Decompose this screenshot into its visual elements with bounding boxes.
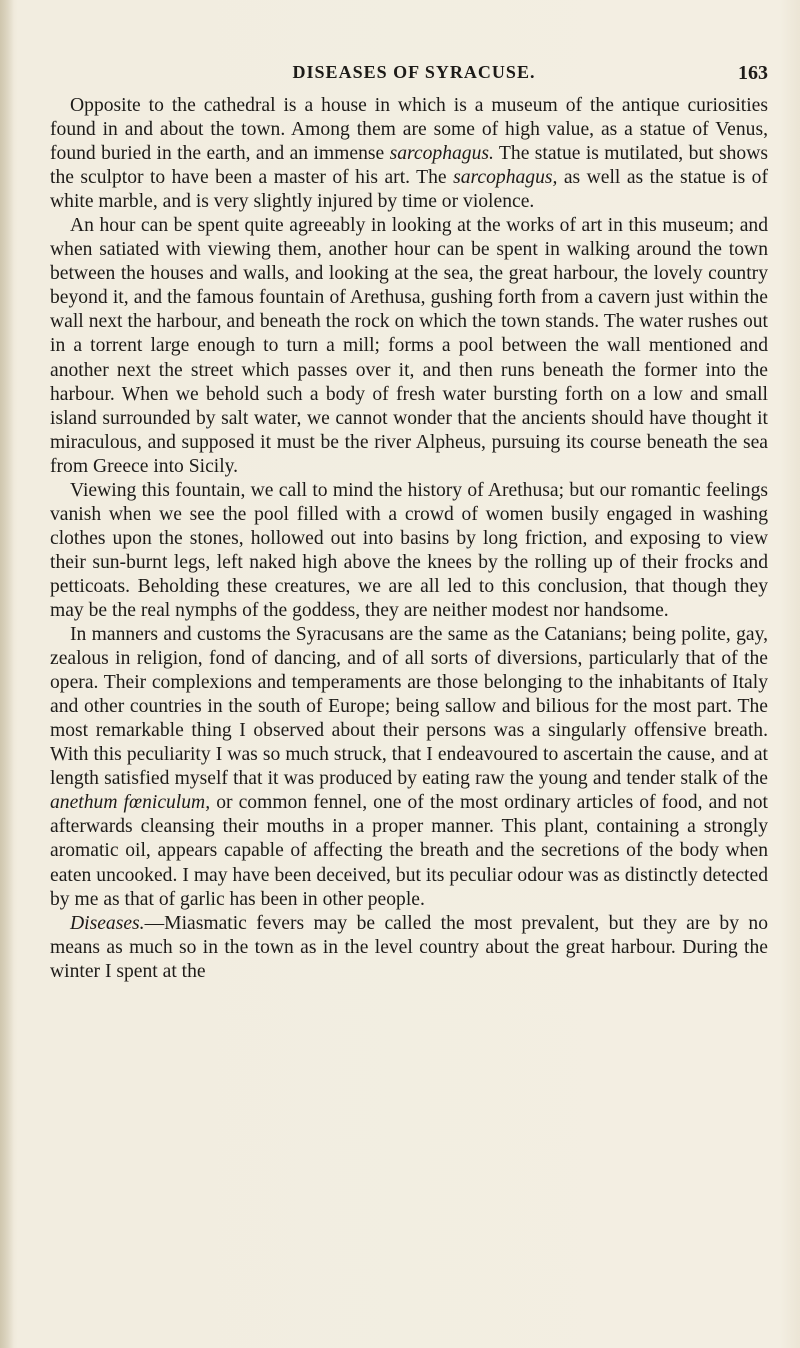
text-run: Viewing this fountain, we call to mind the history of Arethusa; but our romantic feelings vanish when we see the pool filled with a crowd of women busily engaged in washing clothes upon the stones, hollowed out into basins by long friction, and exposing to view their sun-burnt legs, left naked high above the knees by the rolling up of their frocks and petticoats. Beholding these creatures, we are all led to this conclusion, that though they may be the real nymphs of the goddess, they are neither modest nor handsome. bbox=[50, 479, 768, 621]
paragraph-washerwomen bbox=[50, 479, 768, 623]
paragraph-diseases bbox=[50, 912, 768, 984]
italic-run: anethum fœniculum, bbox=[50, 792, 211, 814]
page-edge-shadow bbox=[0, 0, 14, 1348]
page-header bbox=[60, 58, 768, 88]
paragraph-manners-customs bbox=[50, 623, 768, 912]
text-run: In manners and customs the Syracusans are the same as the Catanians; being polite, gay, zealous in religion, fond of dancing, and of all sorts of diversions, particularly that of the opera. Their complexions and temperaments are those belonging to the inhabitants of Italy and other countries in the south of Europe; being sallow and bilious for the most part. The most remarkable thing I observed about their persons was a singularly offensive breath. With this peculiarity I was so much struck, that I endeavoured to ascertain the cause, and at length satisfied myself that it was produced by eating raw the young and tender stalk of the bbox=[50, 624, 768, 790]
text-run: as well as the statue is of white marble, and is very slightly injured by time or violence. bbox=[50, 167, 768, 213]
running-title: DISEASES OF SYRACUSE. bbox=[292, 62, 536, 82]
body-text bbox=[50, 94, 768, 984]
text-run: —Miasmatic fevers may be called the most prevalent, but they are by no means as much so in the town as in the level country about the great harbour. During the winter I spent at the bbox=[50, 912, 768, 982]
paragraph-arethusa-fountain bbox=[50, 214, 768, 479]
section-heading-diseases: Diseases. bbox=[70, 912, 145, 934]
text-run: Opposite to the cathedral is a house in which is a museum of the antique curiosities found in and about the town. Among them are some of high value, as a statue of Venus, found buried in the earth, and an immense bbox=[50, 95, 768, 165]
text-run: The statue is mutilated, but shows the sculptor to have been a master of his art. The bbox=[50, 143, 769, 189]
paragraph-museum bbox=[50, 94, 768, 214]
page-number: 163 bbox=[738, 62, 768, 84]
text-run: An hour can be spent quite agreeably in looking at the works of art in this museum; and when satiated with viewing them, another hour can be spent in walking around the town between the houses and walls, and looking at the sea, the great harbour, the lovely country beyond it, and the famous fountain of Arethusa, gushing forth from a cavern just within the wall next the harbour, and beneath the rock on which the town stands. The water rushes out in a torrent large enough to turn a mill; forms a pool between the wall mentioned and another next the street which passes over it, and then runs beneath the former into the harbour. When we behold such a body of fresh water bursting forth on a low and small island surrounded by salt water, we cannot wonder that the ancients should have thought it miraculous, and supposed it must be the river Alpheus, pursuing its course beneath the sea from Greece into Sicily. bbox=[50, 215, 768, 477]
italic-run: sarcophagus, bbox=[453, 167, 558, 189]
italic-run: sarcophagus. bbox=[389, 143, 494, 165]
text-run: or common fennel, one of the most ordinary articles of food, and not afterwards cleansing their mouths in a proper manner. This plant, containing a strongly aromatic oil, appears capable of affecting the breath and the secretions of the body when eaten uncooked. I may have been deceived, but its peculiar odour was as distinctly detected by me as that of garlic has been in other people. bbox=[50, 792, 768, 910]
